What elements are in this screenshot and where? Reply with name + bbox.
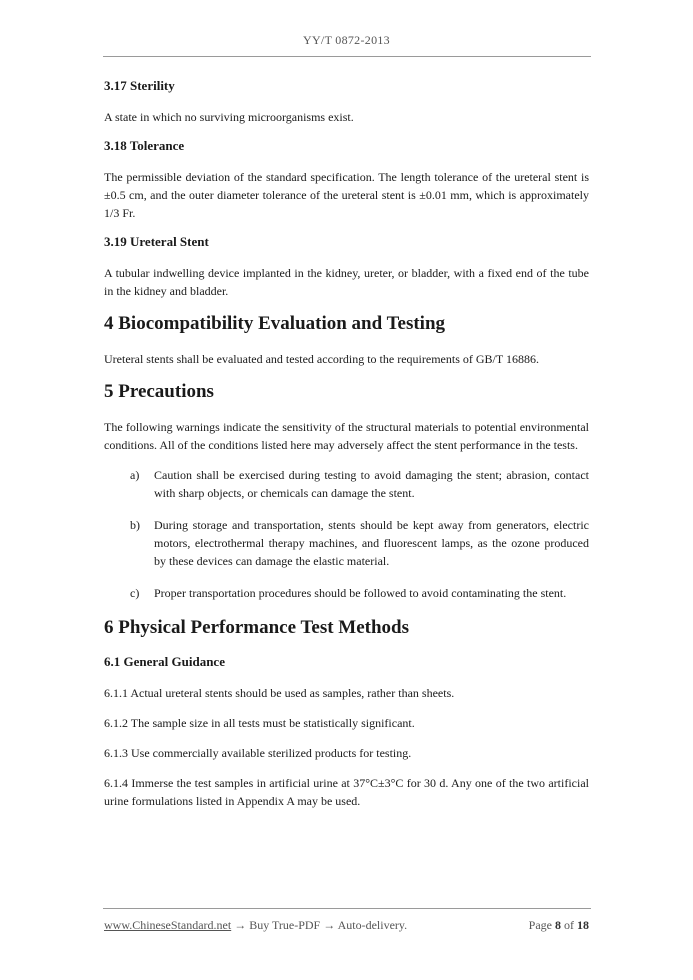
- section-6-heading: 6 Physical Performance Test Methods: [104, 617, 410, 638]
- page-total: 18: [577, 918, 589, 932]
- section-3-17-text: A state in which no surviving microorganisms exist.: [104, 110, 354, 124]
- precaution-item: [104, 516, 589, 570]
- page-of: of: [564, 918, 574, 932]
- section-4-text: Ureteral stents shall be evaluated and tested according to the requirements of GB/T 16886.: [104, 352, 539, 366]
- clause-6-1-1: 6.1.1 Actual ureteral stents should be used as samples, rather than sheets.: [104, 686, 455, 700]
- list-text: During storage and transportation, stents should be kept away from generators, electric motors, electrothermal therapy machines, and fluorescent lamps, as the ozone produced by these devices can damage the elastic material.: [154, 518, 589, 568]
- arrow-icon: →: [323, 918, 336, 932]
- clause-6-1-2: 6.1.2 The sample size in all tests must be statistically significant.: [104, 716, 415, 730]
- section-3-18-text: The permissible deviation of the standard specification. The length tolerance of the ureteral stent is ±0.5 cm, and the outer diameter tolerance of the ureteral stent is ±0.01 mm, which is approximately 1/3 Fr.: [104, 170, 589, 220]
- list-marker: c): [130, 586, 140, 600]
- list-text: Caution shall be exercised during testing to avoid damaging the stent; abrasion, contact with sharp objects, or chemicals can damage the stent.: [154, 468, 589, 500]
- section-5-heading: 5 Precautions: [104, 381, 214, 402]
- page-footer: [104, 918, 589, 933]
- clause-6-1-4: 6.1.4 Immerse the test samples in artificial urine at 37°C±3°C for 30 d. Any one of the two artificial urine formulations listed in Appendix A may be used.: [104, 776, 589, 808]
- precaution-item: [104, 584, 589, 602]
- clause-6-1-3: 6.1.3 Use commercially available sterilized products for testing.: [104, 746, 412, 760]
- arrow-icon: →: [234, 918, 247, 932]
- page-current: 8: [555, 918, 561, 932]
- page-header: YY/T 0872-2013: [303, 33, 390, 47]
- buy-pdf-text: Buy True-PDF: [249, 918, 321, 932]
- page-indicator: [529, 918, 589, 933]
- list-text: Proper transportation procedures should be followed to avoid contaminating the stent.: [154, 586, 567, 600]
- page-label: Page: [528, 918, 552, 932]
- site-link[interactable]: www.ChineseStandard.net: [104, 918, 232, 932]
- list-marker: a): [130, 468, 140, 482]
- section-6-1-heading: 6.1 General Guidance: [104, 654, 225, 669]
- precaution-item: [104, 466, 589, 502]
- section-5-text: The following warnings indicate the sensitivity of the structural materials to potential environmental conditions. All of the conditions listed here may adversely affect the stent performance in the tests.: [104, 420, 589, 452]
- section-4-heading: 4 Biocompatibility Evaluation and Testing: [104, 313, 446, 334]
- auto-delivery-text: Auto-delivery.: [337, 918, 408, 932]
- section-3-19-heading: 3.19 Ureteral Stent: [104, 234, 209, 249]
- footer-divider: [103, 908, 591, 909]
- section-3-19-text: A tubular indwelling device implanted in the kidney, ureter, or bladder, with a fixed end of the tube in the kidney and bladder.: [104, 266, 589, 298]
- header-divider: [103, 56, 591, 57]
- list-marker: b): [130, 518, 140, 532]
- section-3-18-heading: 3.18 Tolerance: [104, 138, 185, 153]
- footer-links: [104, 918, 407, 933]
- section-3-17-heading: 3.17 Sterility: [104, 78, 175, 93]
- document-body: [104, 78, 589, 822]
